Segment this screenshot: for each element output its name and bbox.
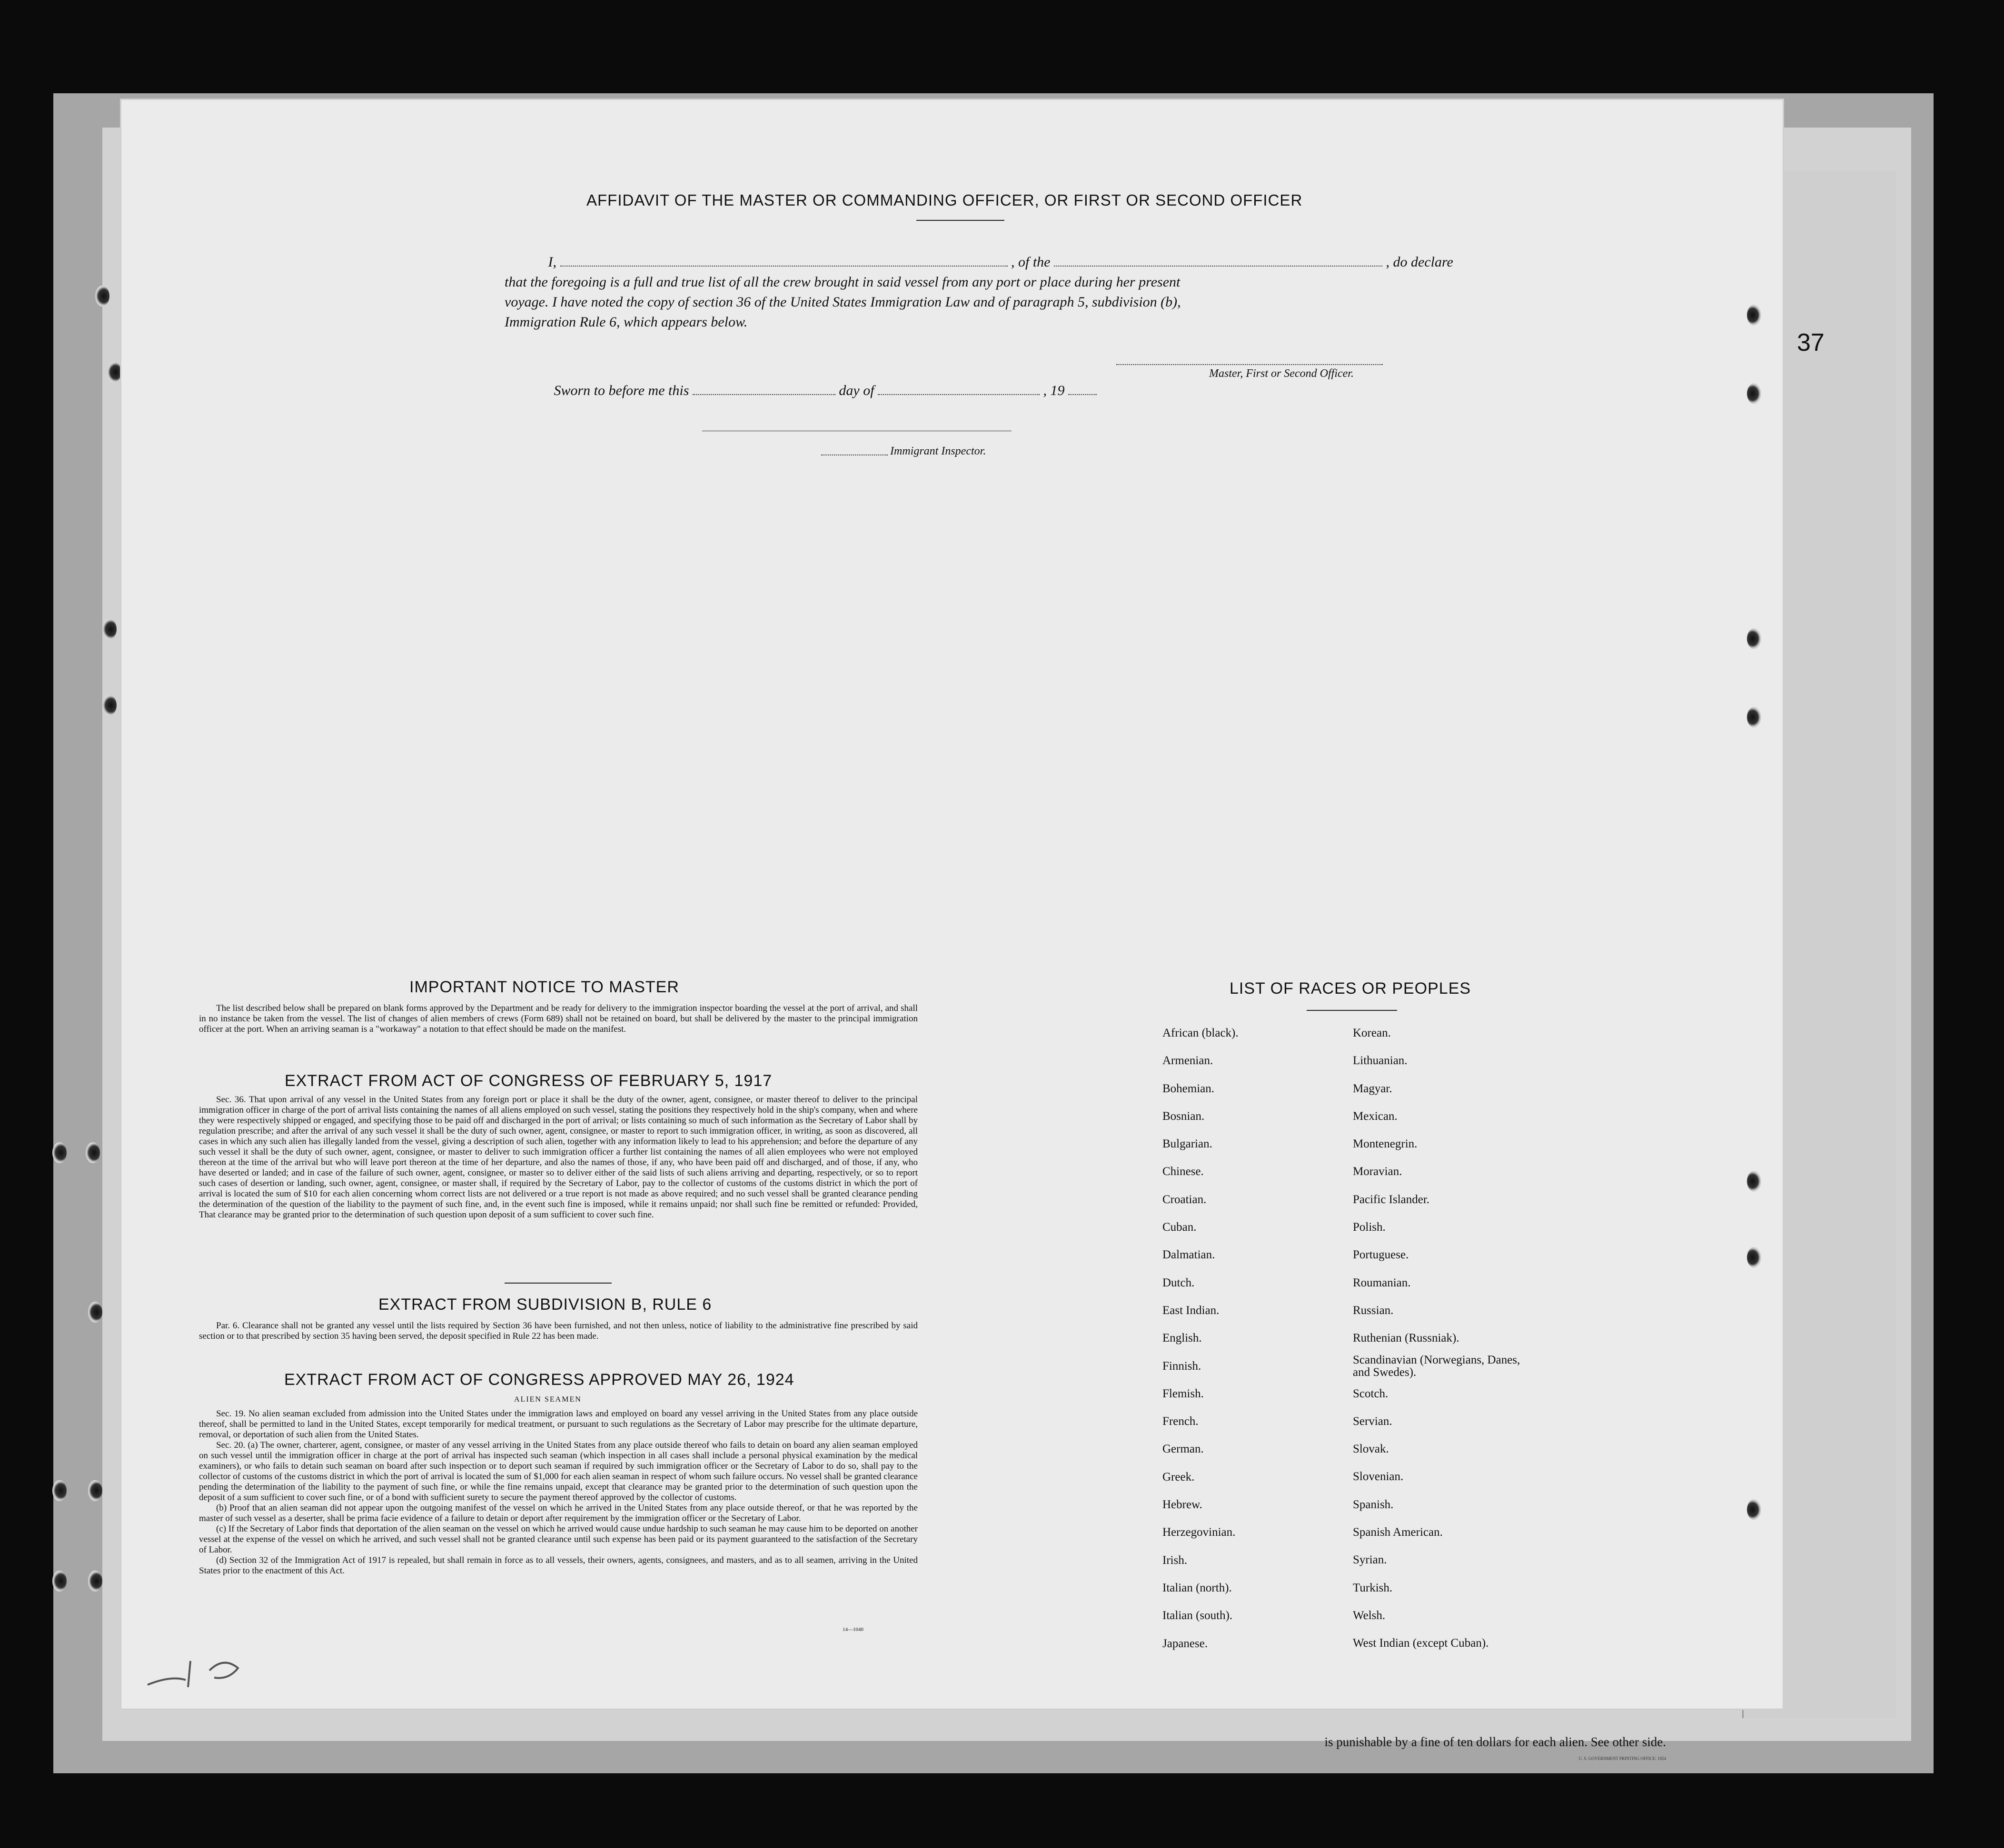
affidavit-title: AFFIDAVIT OF THE MASTER OR COMMANDING OFFICER, OR FIRST OR SECOND OFFICER: [586, 191, 1303, 209]
race-item: Russian.: [1353, 1304, 1394, 1317]
race-item: Montenegrin.: [1353, 1137, 1418, 1151]
handwritten-mark-icon: [143, 1642, 267, 1699]
master-signature-line: [1116, 364, 1383, 365]
races-column-1: [1162, 1019, 1239, 1658]
race-item: Lithuanian.: [1353, 1054, 1408, 1067]
notice-title: IMPORTANT NOTICE TO MASTER: [409, 978, 679, 996]
sworn-line: [505, 381, 1419, 401]
race-item: French.: [1162, 1415, 1199, 1428]
title-divider: [916, 220, 1004, 221]
binder-hole-icon: [102, 695, 117, 716]
affidavit-declaration: [505, 252, 1453, 332]
binder-hole-icon: [1747, 628, 1761, 649]
binder-hole-icon: [52, 1480, 67, 1501]
race-item: Servian.: [1353, 1414, 1392, 1428]
binder-hole-icon: [88, 1302, 102, 1323]
extract-1917-title: EXTRACT FROM ACT OF CONGRESS OF FEBRUARY 5, 1917: [285, 1072, 773, 1090]
race-item: Slovenian.: [1353, 1470, 1404, 1483]
race-item: Italian (north).: [1162, 1581, 1232, 1594]
race-item: West Indian (except Cuban).: [1353, 1637, 1489, 1650]
declaration-line-3: voyage. I have noted the copy of section 36 of the United States Immigration Law and of paragraph 5, subdivision (b),: [505, 294, 1181, 310]
sec-20c-paragraph: (c) If the Secretary of Labor finds that deportation of the alien seaman on the vessel on which he arrived would cause undue hardship to such seaman he may cause him to be deported on another vessel at the expense of the vessel on which he arrived, and such vessel shall not be granted clearance until such expense has been paid or its payment guaranteed to the satisfaction of the Secretary of Labor.: [199, 1524, 918, 1555]
binder-hole-icon: [52, 1142, 67, 1163]
binder-hole-icon: [1747, 1247, 1761, 1268]
race-item: English.: [1162, 1332, 1202, 1345]
year-label: , 19: [1043, 383, 1065, 398]
race-item: Mexican.: [1353, 1109, 1398, 1123]
race-item: Flemish.: [1162, 1387, 1204, 1400]
notice-paragraph: The list described below shall be prepared on blank forms approved by the Department and be ready for delivery to the immigration inspector boarding the vessel at the port of arrival, and shall in no instance be taken from the vessel. The list of changes of alien members of crews (Form 689) shall not be retained on board, but shall be delivered by the master to the principal immigration officer at the port. When an arriving seaman is a "workaway" a notation to that effect should be made on the manifest.: [199, 1003, 918, 1034]
race-item: Bohemian.: [1162, 1082, 1215, 1095]
notice-text: [199, 1003, 918, 1035]
race-item: Pacific Islander.: [1353, 1193, 1430, 1206]
race-item: German.: [1162, 1443, 1204, 1456]
race-item: Korean.: [1353, 1027, 1391, 1039]
race-item: Irish.: [1162, 1553, 1188, 1567]
race-item: Polish.: [1353, 1221, 1386, 1234]
binder-hole-icon: [102, 619, 117, 640]
binder-hole-icon: [95, 286, 109, 306]
race-item: East Indian.: [1162, 1304, 1220, 1317]
binder-hole-icon: [88, 1571, 102, 1591]
race-item: Welsh.: [1353, 1609, 1386, 1622]
day-of-label: day of: [839, 383, 874, 398]
binder-hole-icon: [107, 362, 121, 383]
race-item: Spanish.: [1353, 1498, 1394, 1511]
race-item: Herzegovinian.: [1162, 1526, 1236, 1539]
race-item: Syrian.: [1353, 1553, 1387, 1567]
race-item: Bosnian.: [1162, 1109, 1205, 1123]
do-declare-label: , do declare: [1386, 254, 1453, 270]
race-item: Croatian.: [1162, 1193, 1207, 1206]
binder-hole-icon: [88, 1480, 102, 1501]
rule-6-paragraph: Par. 6. Clearance shall not be granted any vessel until the lists required by Section 36 have been furnished, and not then unless, notice of liability to the administrative fine prescribed by said section or to that prescribed by section 35 having been served, the deposit specified in Rule 22 has been made.: [199, 1321, 918, 1341]
race-item: Slovak.: [1353, 1443, 1389, 1456]
binder-hole-icon: [1747, 305, 1761, 326]
binder-hole-icon: [1747, 1171, 1761, 1192]
sec-20d-paragraph: (d) Section 32 of the Immigration Act of 1917 is repealed, but shall remain in force as to all vessels, their owners, agents, consignees, and masters, and as to all seamen, arriving in the United States prior to the enactment of this Act.: [199, 1555, 918, 1576]
act-1924-text: [199, 1409, 918, 1576]
race-item: Japanese.: [1162, 1637, 1208, 1650]
footer-line: is punishable by a fine of ten dollars for each alien. See other side.: [1324, 1735, 1666, 1749]
races-divider: [1307, 1010, 1397, 1011]
inspector-caption: Immigrant Inspector.: [890, 445, 986, 457]
race-item: Dalmatian.: [1162, 1248, 1215, 1262]
rule-6-title: EXTRACT FROM SUBDIVISION B, RULE 6: [378, 1295, 712, 1314]
binder-hole-icon: [52, 1571, 67, 1591]
race-item: Cuban.: [1162, 1221, 1197, 1234]
page-number: 37: [1797, 329, 1825, 356]
race-item: Finnish.: [1162, 1359, 1201, 1373]
race-item: Hebrew.: [1162, 1498, 1202, 1512]
race-item: Scandinavian (Norwegians, Danes, and Swedes).: [1353, 1353, 1520, 1379]
form-number: 14—1040: [843, 1627, 863, 1632]
sec-20a-paragraph: Sec. 20. (a) The owner, charterer, agent, consignee, or master of any vessel arriving in the United States from any place outside thereof who fails to detain on board any alien seaman employed on such vessel until the immigration officer in charge at the port of arrival has inspected such seaman (which inspection in all cases shall include a personal physical examination by the medical examiners), or who fails to detain such seaman on board after such inspection or to deport such seaman if required by such immigration officer or the Secretary of Labor to do so, shall pay to the collector of customs of the customs district in which the port of arrival is located the sum of $1,000 for each alien seaman in respect of whom such failure occurs. No vessel shall be granted clearance pending the determination of the liability to the payment of such fine, or while the fine remains unpaid, except that clearance may be granted prior to the determination of such question upon the deposit of a sum sufficient to cover such fine, or of a bond with sufficient surety to secure the payment thereof approved by the collector of customs.: [199, 1440, 918, 1502]
race-item: African (black).: [1162, 1027, 1239, 1039]
race-item: Scotch.: [1353, 1387, 1389, 1400]
race-item: Italian (south).: [1162, 1609, 1233, 1622]
sec-20b-paragraph: (b) Proof that an alien seaman did not appear upon the outgoing manifest of the vessel on which he arrived in the United States from any place outside thereof, or that he was reported by the master of such vessel as a deserter, shall be prima facie evidence of a failure to detain or deport after requirement by the immigration officer or the Secretary of Labor.: [199, 1503, 918, 1523]
act-1924-title: EXTRACT FROM ACT OF CONGRESS APPROVED MAY 26, 1924: [284, 1371, 794, 1389]
races-title: LIST OF RACES OR PEOPLES: [1230, 979, 1471, 998]
master-signature-caption: Master, First or Second Officer.: [1209, 367, 1354, 380]
binder-hole-icon: [1747, 1499, 1761, 1520]
race-item: Armenian.: [1162, 1054, 1213, 1067]
declaration-line-2: that the foregoing is a full and true list of all the crew brought in said vessel from any port or place during her present: [505, 274, 1181, 290]
race-item: Spanish American.: [1353, 1526, 1443, 1539]
race-item: Greek.: [1162, 1470, 1195, 1483]
binder-hole-icon: [1747, 383, 1761, 404]
declaration-line-1: [505, 252, 1453, 272]
declarant-prefix: I,: [548, 254, 556, 270]
rule-6-text: [199, 1321, 918, 1342]
race-item: Roumanian.: [1353, 1276, 1411, 1289]
races-column-2: [1353, 1019, 1524, 1658]
race-item: Turkish.: [1353, 1581, 1393, 1594]
race-item: Portuguese.: [1353, 1248, 1409, 1262]
race-item: Ruthenian (Russniak).: [1353, 1332, 1459, 1345]
printing-office-line: U. S. GOVERNMENT PRINTING OFFICE: 1924: [1578, 1756, 1666, 1761]
race-item: Bulgarian.: [1162, 1137, 1212, 1151]
sec-19-paragraph: Sec. 19. No alien seaman excluded from admission into the United States under the immigration laws and employed on board any vessel arriving in the United States from any place outside thereof, shall be permitted to land in the United States, except temporarily for medical treatment, or pursuant to such regulations as the Secretary of Labor may prescribe for the ultimate departure, removal, or deportation of such alien from the United States.: [199, 1409, 918, 1440]
race-item: Magyar.: [1353, 1082, 1392, 1095]
sworn-label: Sworn to before me this: [554, 383, 689, 398]
race-item: Moravian.: [1353, 1165, 1402, 1178]
section-36-paragraph: Sec. 36. That upon arrival of any vessel in the United States from any foreign port or place it shall be the duty of the owner, agent, consignee, or master thereof to deliver to the principal immigration officer in charge of the port of arrival lists containing the names of all aliens employed on such vessel, stating the positions they respectively hold in the ship's company, when and where they were respectively shipped or engaged, and specifying those to be paid off and discharged in the port of arrival; or lists containing so much of such information as the Secretary of Labor shall by regulation prescribe; and after the arrival of any such vessel it shall be the duty of such owner, agent, consignee, or master to report to such immigration officer, in writing, as soon as discovered, all cases in which any such alien has illegally landed from the vessel, giving a description of such alien, together with any information likely to lead to his apprehension; and before the departure of any such vessel it shall be the duty of such owner, agent, consignee, or master to deliver to such immigration officer a further list containing the names of all alien employees who were not employed thereon at the time of the arrival but who will leave port thereon at the time of her departure, and also the names of those, if any, who have been paid off and discharged, and of those, if any, who have deserted or landed; and in case of the failure of such owner, agent, consignee, or master so to deliver either of the said lists of such aliens arriving and departing, respectively, or so to report such cases of desertion or landing, such owner, agent, consignee, or master shall, if required by the Secretary of Labor, pay to the collector of customs of the customs district in which the port of arrival is located the sum of $10 for each alien concerning whom correct lists are not delivered or a true report is not made as above required; and no such vessel shall be granted clearance pending the determination of the question of the liability to the payment of such fine, and, in the event such fine is imposed, while it remains unpaid; nor shall such fine be remitted or refunded: Provided, That clearance may be granted prior to the determination of such question upon deposit of a sum sufficient to cover such fine.: [199, 1095, 918, 1220]
race-item: Dutch.: [1162, 1276, 1195, 1289]
extract-1917-text: [199, 1095, 918, 1220]
declaration-line-4: Immigration Rule 6, which appears below.: [505, 314, 748, 330]
of-the-label: , of the: [1011, 254, 1051, 270]
alien-seamen-subtitle: ALIEN SEAMEN: [514, 1395, 582, 1403]
race-item: Chinese.: [1162, 1165, 1204, 1178]
manifest-footer-note: [1314, 1735, 1666, 1761]
binder-hole-icon: [1747, 707, 1761, 728]
section-divider: [505, 1283, 612, 1284]
binder-hole-icon: [86, 1142, 100, 1163]
